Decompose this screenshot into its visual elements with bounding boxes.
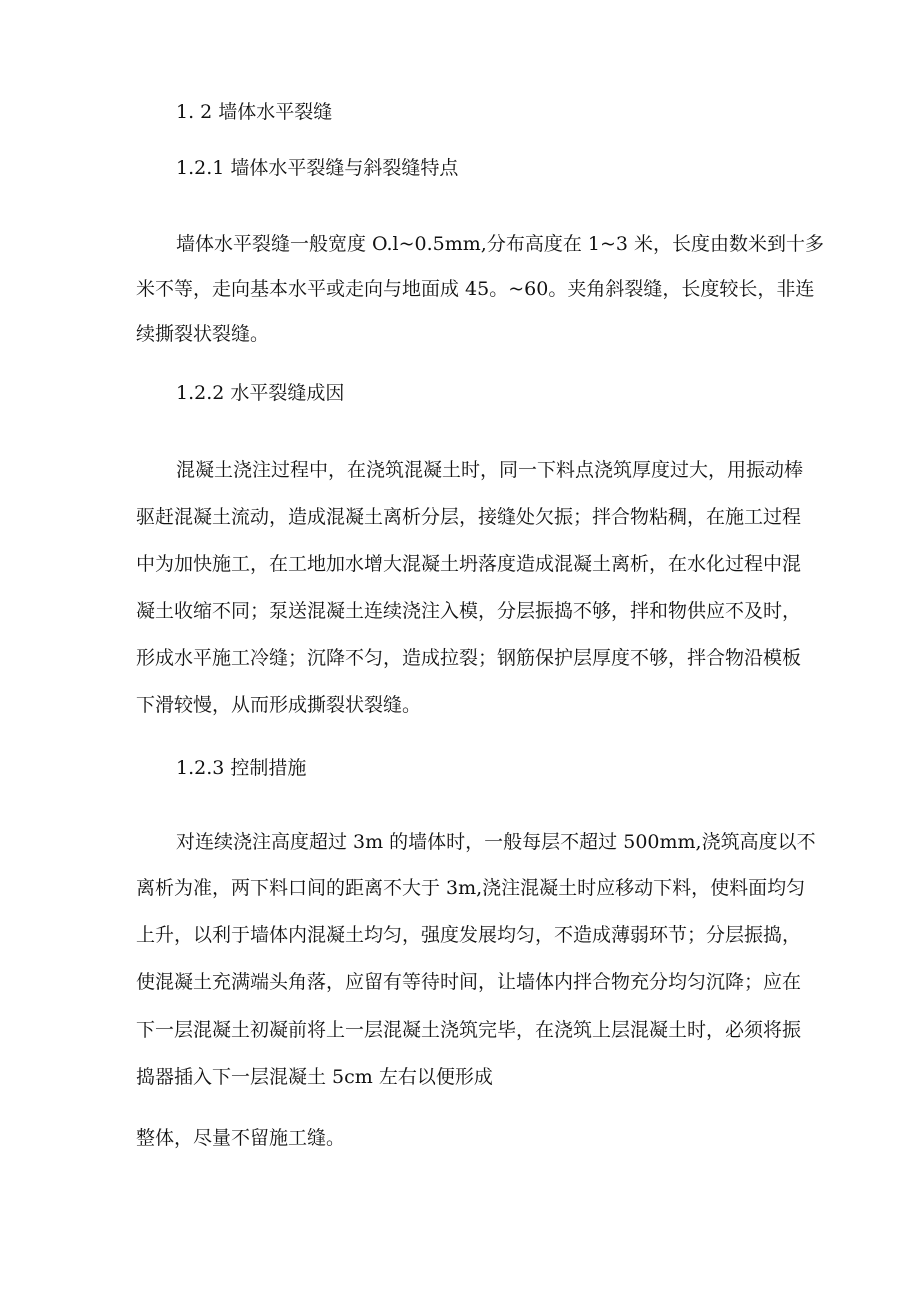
subsection-heading-2: 1.2.2 水平裂缝成因 — [176, 382, 345, 404]
paragraph-line: 形成水平施工冷缝；沉降不匀，造成拉裂；钢筋保护层厚度不够，拌合物沿模板 — [136, 647, 802, 669]
paragraph-tail-line: 整体，尽量不留施工缝。 — [136, 1127, 346, 1149]
paragraph-line: 使混凝土充满端头角落，应留有等待时间，让墙体内拌合物充分均匀沉降；应在 — [136, 971, 802, 993]
subsection-heading-3: 1.2.3 控制措施 — [176, 757, 307, 779]
paragraph-line: 驱赶混凝土流动，造成混凝土离析分层，接缝处欠振；拌合物粘稠，在施工过程 — [136, 506, 802, 528]
subsection-heading-1: 1.2.1 墙体水平裂缝与斜裂缝特点 — [176, 157, 459, 179]
paragraph-line: 对连续浇注高度超过 3m 的墙体时，一般每层不超过 500mm,浇筑高度以不 — [176, 831, 816, 853]
paragraph-line: 下滑较慢，从而形成撕裂状裂缝。 — [136, 694, 422, 716]
paragraph-line: 上升，以利于墙体内混凝土均匀，强度发展均匀，不造成薄弱环节；分层振捣， — [136, 924, 802, 946]
paragraph-line: 捣器插入下一层混凝土 5cm 左右以便形成 — [136, 1066, 493, 1088]
section-heading: 1. 2 墙体水平裂缝 — [176, 101, 333, 123]
paragraph-line: 墙体水平裂缝一般宽度 O.l~0.5mm,分布高度在 1~3 米，长度由数米到十多 — [176, 233, 825, 255]
paragraph-line: 离析为准，两下料口间的距离不大于 3m,浇注混凝土时应移动下料，使料面均匀 — [136, 877, 806, 899]
paragraph-line: 凝土收缩不同；泵送混凝土连续浇注入模，分层振捣不够，拌和物供应不及时， — [136, 600, 802, 622]
paragraph-line: 中为加快施工，在工地加水增大混凝土坍落度造成混凝土离析，在水化过程中混 — [136, 553, 802, 575]
paragraph-line: 米不等，走向基本水平或走向与地面成 45。~60。夹角斜裂缝，长度较长，非连 — [136, 278, 815, 300]
paragraph-line: 下一层混凝土初凝前将上一层混凝土浇筑完毕，在浇筑上层混凝土时，必须将振 — [136, 1019, 802, 1041]
paragraph-line: 混凝土浇注过程中，在浇筑混凝土时，同一下料点浇筑厚度过大，用振动棒 — [176, 459, 804, 481]
paragraph-line: 续撕裂状裂缝。 — [136, 323, 270, 345]
